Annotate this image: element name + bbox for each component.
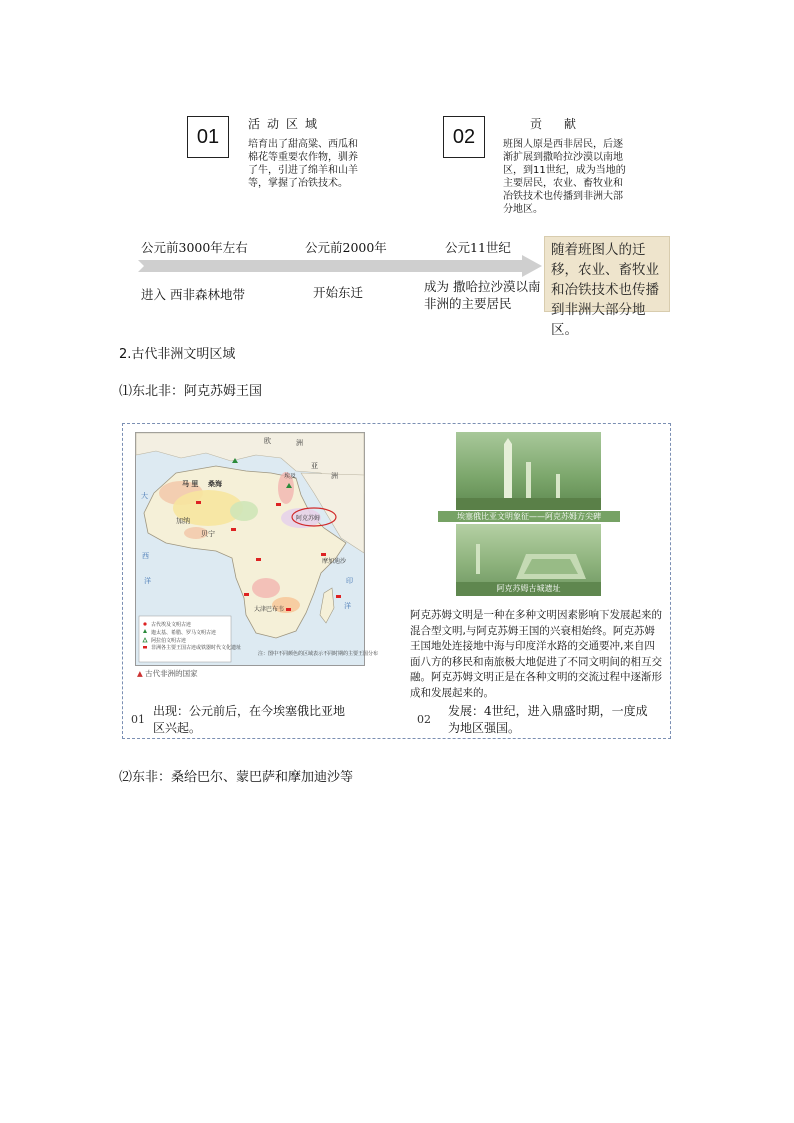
triangle-icon: ▲ [137,669,143,678]
number-box-02: 02 [443,116,485,158]
box1-heading: 活动区域 [248,117,325,131]
box2-heading: 贡献 [530,117,599,131]
label-songhai: 桑海 [208,480,222,488]
timeline-event-1: 进入 西非森林地带 [141,287,245,302]
timeline-date-3: 公元11世纪 [445,240,511,255]
timeline-note: 随着班图人的迁移，农业、畜牧业和冶铁技术也传播到非洲大部分地区。 [544,236,670,312]
timeline-arrow [138,255,544,277]
label-ocean2: 洋 [344,602,351,610]
item-number-01: 01 [131,713,145,726]
section-title: 2.古代非洲文明区域 [119,347,236,362]
ruins-photo [456,524,601,596]
label-aksum: 阿克苏姆 [296,515,321,522]
number-box-01: 01 [187,116,229,158]
item-number-02: 02 [417,713,431,726]
legend-item-4: 非洲各主要王国古迹或铁器时代文化遗址 [151,645,242,651]
map-caption: ▲ 古代非洲的国家 [137,669,198,678]
legend-item-3: 阿拉伯文明古迹 [151,638,187,644]
box2-text: 班图人原是西非居民，后逐渐扩展到撒哈拉沙漠以南地区，到11世纪，成为当地的主要居民，农业、畜牧业和冶铁技术也传播到非洲大部分地区。 [503,139,626,215]
label-ghana: 加纳 [176,517,190,525]
map-note: 注：图中不同颜色的区域表示不同时期的主要王国分布 [258,651,379,657]
timeline-date-1: 公元前3000年左右 [141,240,248,255]
africa-map [135,432,379,666]
label-europe2: 洲 [296,439,303,447]
item-text-01: 出现：公元前后，在今埃塞俄比亚地区兴起。 [153,704,346,735]
label-mali: 马 里 [182,480,199,488]
legend-item-1: 古代埃及文明古迹 [151,622,192,628]
photo-caption-2: 阿克苏姆古城遗址 [496,584,561,593]
legend-item-2: 迦太基、希腊、罗马文明古迹 [151,630,217,636]
item-text-02: 发展：4世纪，进入鼎盛时期，一度成为地区强国。 [448,704,648,735]
label-zimbabwe: 大津巴布韦 [254,606,285,613]
photo-caption-1: 埃塞俄比亚文明象征——阿克苏姆方尖碑 [438,511,620,522]
obelisk-photo [456,432,601,510]
label-atlantic: 大 [141,492,148,500]
timeline-event-3: 成为 撒哈拉沙漠以南非洲的主要居民 [424,279,541,311]
aksum-description: 阿克苏姆文明是一种在多种文明因素影响下发展起来的混合型文明,与阿克苏姆王国的兴衰相始终。阿克苏姆王国地处连接地中海与印度洋水路的交通要冲,来自四面八方的移民和南旅极大地促进了不同文明间的相互交融。阿克苏姆文明正是在各种文明的交流过程中逐渐形成和发展起来的。 [410,609,662,699]
label-egypt: 埃及 [284,473,297,480]
label-asia2: 洲 [331,472,338,480]
label-indian: 印 [346,577,353,585]
label-benin: 贝宁 [201,530,215,538]
timeline-date-2: 公元前2000年 [305,240,387,255]
label-europe: 欧 [264,437,271,445]
label-west: 西 [142,552,149,560]
label-asia: 亚 [311,462,318,470]
timeline-event-2: 开始东迁 [313,285,364,300]
label-ocean: 洋 [144,577,151,585]
box1-text: 培育出了甜高粱、西瓜和棉花等重要农作物，驯养了牛，引进了绵羊和山羊等，掌握了冶铁技术。 [248,139,358,189]
label-mogadishu: 摩加迪沙 [322,558,347,565]
subsection-title-1: ⑴东北非：阿克苏姆王国 [119,384,263,399]
subsection-title-2: ⑵东非：桑给巴尔、蒙巴萨和摩加迪沙等 [119,770,354,785]
